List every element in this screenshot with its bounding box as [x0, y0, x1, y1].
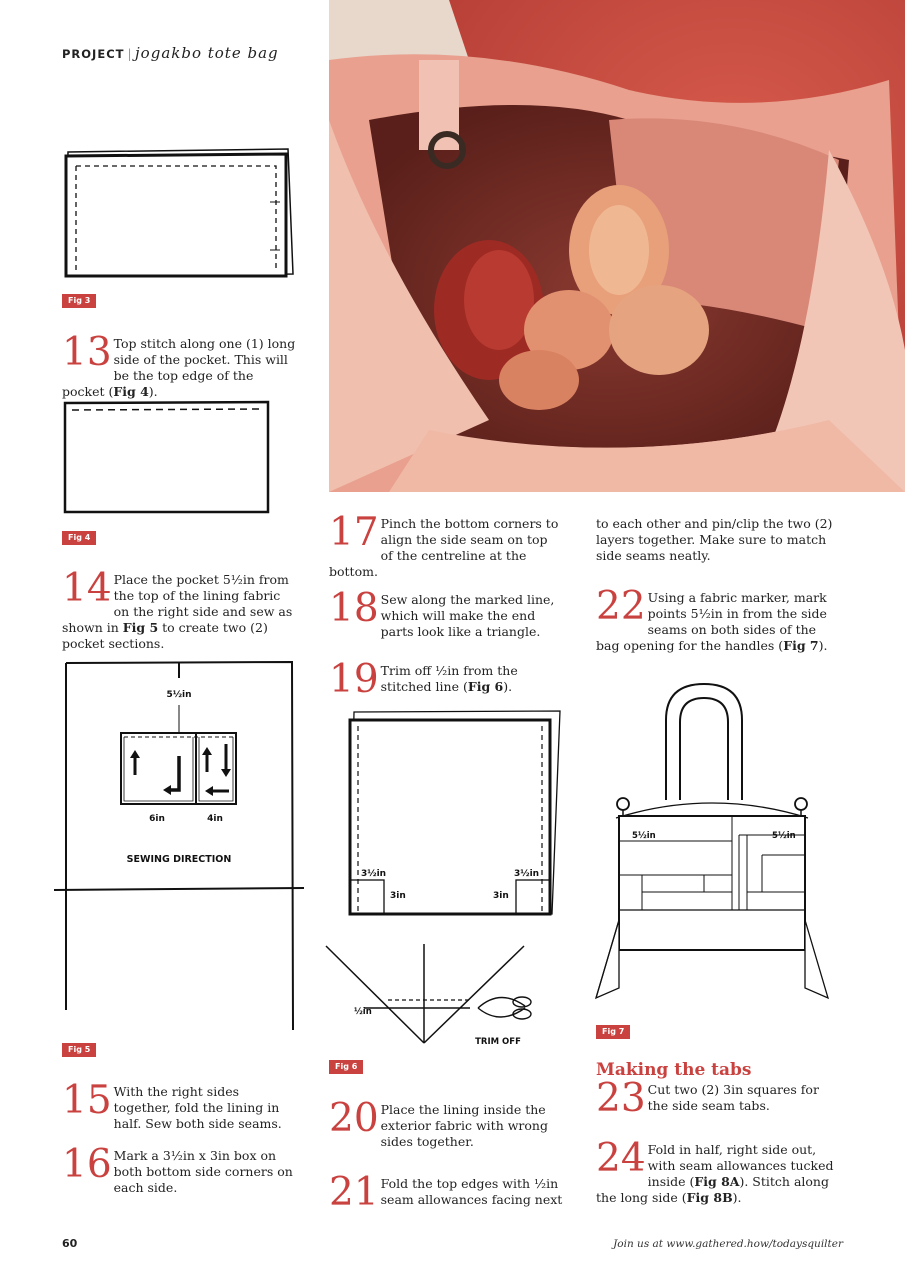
step-21: 21 Fold the top edges with ½in seam allowances facing next: [329, 1170, 563, 1215]
fig3-diagram: [62, 146, 298, 284]
fig4-diagram: [62, 400, 274, 520]
section-label: PROJECT: [62, 47, 125, 61]
running-header: [62, 44, 279, 62]
fig6-half-measure: ½in: [354, 1007, 372, 1017]
fig6-diagram: [320, 708, 570, 1062]
step-18: 18 Sew along the marked line, which will make the end parts look like a triangle.: [329, 586, 555, 639]
fig6-right-width: 3in: [493, 891, 509, 901]
fig6-right-height: 3½in: [514, 869, 540, 879]
step-number: 15: [62, 1078, 112, 1123]
step-17: 17 Pinch the bottom corners to align the side seam on top of the centreline at the bottom.: [329, 510, 559, 579]
step-number: 16: [62, 1142, 112, 1187]
step-number: 20: [329, 1096, 379, 1141]
step-21-continued: to each other and pin/clip the two (2) layers together. Make sure to match side seams neatly.: [596, 516, 833, 563]
scissors-icon: [478, 997, 531, 1019]
step-23: 23 Cut two (2) 3in squares for the side seam tabs.: [596, 1076, 819, 1121]
step-number: 14: [62, 566, 112, 611]
fig4-label: Fig 4: [62, 531, 96, 545]
fig6-left-height: 3½in: [361, 869, 387, 879]
footer-website[interactable]: Join us at www.gathered.how/todaysquilter: [613, 1238, 843, 1250]
fig6-left-width: 3in: [390, 891, 406, 901]
step-number: 19: [329, 657, 379, 702]
step-number: 18: [329, 586, 379, 631]
fig5-right-measure: 4in: [207, 814, 223, 824]
fig7-diagram: [592, 670, 832, 1014]
fig5-diagram: [54, 660, 306, 1036]
header-separator: |: [127, 47, 133, 61]
step-14: 14 Place the pocket 5½in from the top of the lining fabric on the right side and sew as shown in Fig 5 to create two (2) pocket sections.: [62, 566, 293, 651]
step-15: 15 With the right sides together, fold the lining in half. Sew both side seams.: [62, 1078, 282, 1131]
fig3-label: Fig 3: [62, 294, 96, 308]
fig5-top-measure: 5½in: [166, 690, 192, 700]
step-13: 13 Top stitch along one (1) long side of the pocket. This will be the top edge of the pocket (Fig 4).: [62, 330, 296, 399]
step-number: 24: [596, 1136, 646, 1181]
step-number: 13: [62, 330, 112, 375]
project-title: jogakbo tote bag: [135, 44, 279, 62]
step-22: 22 Using a fabric marker, mark points 5½in in from the side seams on both sides of the bag opening for the handles (Fig 7).: [596, 584, 828, 653]
fig5-caption: SEWING DIRECTION: [126, 854, 232, 865]
page-number: 60: [62, 1237, 78, 1250]
fig5-left-measure: 6in: [149, 814, 165, 824]
fig7-right-measure: 5½in: [772, 831, 796, 841]
fig7-left-measure: 5½in: [632, 831, 656, 841]
fig7-label: Fig 7: [596, 1025, 630, 1039]
fig6-label: Fig 6: [329, 1060, 363, 1074]
step-16: 16 Mark a 3½in x 3in box on both bottom side corners on each side.: [62, 1142, 293, 1195]
step-20: 20 Place the lining inside the exterior fabric with wrong sides together.: [329, 1096, 548, 1149]
tote-bag-photo: [329, 0, 905, 492]
step-24: 24 Fold in half, right side out, with seam allowances tucked inside (Fig 8A). Stitch along the long side (Fig 8B).: [596, 1136, 834, 1205]
fig6-trim-label: TRIM OFF: [475, 1037, 521, 1047]
fig5-label: Fig 5: [62, 1043, 96, 1057]
step-number: 17: [329, 510, 379, 555]
step-number: 23: [596, 1076, 646, 1121]
step-19: 19 Trim off ½in from the stitched line (Fig 6).: [329, 657, 518, 702]
section-heading: Making the tabs: [596, 1060, 752, 1080]
yarn-in-bag-image: [329, 0, 905, 492]
step-number: 22: [596, 584, 646, 629]
step-number: 21: [329, 1170, 379, 1215]
